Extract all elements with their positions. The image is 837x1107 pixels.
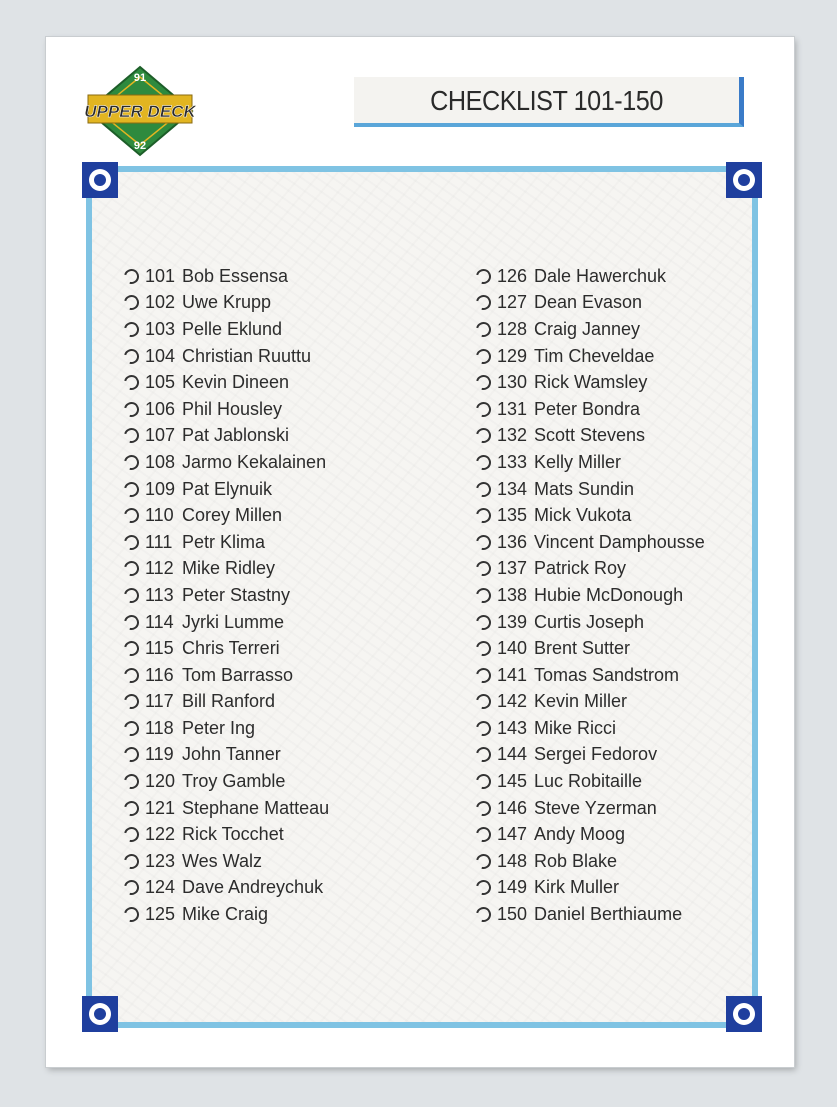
player-name: Mike Ricci [534, 717, 617, 738]
card-number: 136 [497, 531, 528, 552]
card-number: 123 [145, 850, 176, 871]
checkbox-circle-icon[interactable] [473, 346, 493, 366]
checklist-item [124, 423, 329, 450]
player-name: Andy Moog [534, 824, 626, 845]
card-number: 119 [145, 744, 174, 765]
card-number: 117 [145, 691, 174, 712]
checklist-item [476, 795, 705, 822]
card-number: 105 [145, 372, 176, 393]
player-name: Phil Housley [182, 398, 283, 419]
player-name: Dave Andreychuk [182, 877, 324, 898]
checkbox-circle-icon[interactable] [473, 878, 493, 898]
player-name: Petr Klima [182, 531, 266, 552]
card-number: 138 [497, 584, 528, 605]
checklist-item [124, 449, 329, 476]
player-name: Kirk Muller [534, 877, 620, 898]
checklist-item [476, 316, 705, 343]
checkbox-circle-icon[interactable] [473, 559, 493, 579]
checklist-item [476, 369, 705, 396]
checkbox-circle-icon[interactable] [121, 505, 141, 525]
player-name: Corey Millen [182, 505, 283, 526]
player-name: Vincent Damphousse [534, 531, 705, 552]
logo-year-bottom: 92 [133, 140, 147, 152]
player-name: Kelly Miller [534, 451, 622, 472]
checkbox-circle-icon[interactable] [121, 665, 141, 685]
checklist-item [476, 290, 705, 317]
checklist-item [476, 556, 705, 583]
checklist-column-left [124, 263, 329, 928]
checklist-item [124, 768, 329, 795]
checkbox-circle-icon[interactable] [121, 372, 141, 392]
player-name: Mick Vukota [534, 505, 632, 526]
card-number: 143 [497, 717, 528, 738]
card-number: 135 [497, 505, 528, 526]
trading-card [46, 37, 794, 1067]
checklist-item [124, 343, 329, 370]
checklist-item [476, 635, 705, 662]
card-number: 147 [497, 824, 528, 845]
checkbox-circle-icon[interactable] [473, 798, 493, 818]
title-banner [354, 77, 744, 127]
player-name: Dean Evason [534, 292, 643, 313]
player-name: Wes Walz [182, 850, 263, 871]
card-number: 141 [497, 664, 528, 685]
player-name: Kevin Miller [534, 691, 628, 712]
checkbox-circle-icon[interactable] [121, 426, 141, 446]
player-name: Uwe Krupp [182, 292, 272, 313]
checkbox-circle-icon[interactable] [121, 612, 141, 632]
card-number: 116 [145, 664, 174, 685]
checklist-item [476, 689, 705, 716]
checklist-item [476, 875, 705, 902]
card-number: 131 [497, 398, 528, 419]
card-number: 130 [497, 372, 528, 393]
player-name: Peter Stastny [182, 584, 291, 605]
checkbox-circle-icon[interactable] [473, 532, 493, 552]
card-number: 145 [497, 771, 528, 792]
checkbox-circle-icon[interactable] [121, 878, 141, 898]
checkbox-circle-icon[interactable] [121, 692, 141, 712]
card-number: 148 [497, 850, 528, 871]
checklist-item [476, 848, 705, 875]
logo-year-top: 91 [133, 72, 147, 84]
checkbox-circle-icon[interactable] [121, 399, 141, 419]
card-number: 121 [145, 797, 176, 818]
checkbox-circle-icon[interactable] [473, 293, 493, 313]
card-number: 140 [497, 638, 528, 659]
checkbox-circle-icon[interactable] [121, 638, 141, 658]
player-name: Troy Gamble [182, 771, 286, 792]
checklist-item [476, 582, 705, 609]
card-number: 107 [145, 425, 176, 446]
checklist-item [124, 715, 329, 742]
checkbox-circle-icon[interactable] [473, 399, 493, 419]
checklist-item [124, 476, 329, 503]
checklist-item [476, 423, 705, 450]
card-number: 132 [497, 425, 528, 446]
checkbox-circle-icon[interactable] [121, 851, 141, 871]
checkbox-circle-icon[interactable] [121, 532, 141, 552]
card-number: 127 [497, 292, 528, 313]
checkbox-circle-icon[interactable] [121, 346, 141, 366]
player-name: Mike Ridley [182, 558, 276, 579]
checklist-item [124, 396, 329, 423]
checkbox-circle-icon[interactable] [121, 559, 141, 579]
card-number: 110 [145, 505, 174, 526]
player-name: Pat Jablonski [182, 425, 290, 446]
player-name: Brent Sutter [534, 638, 631, 659]
card-number: 133 [497, 451, 528, 472]
checklist-item [476, 529, 705, 556]
player-name: Kevin Dineen [182, 372, 290, 393]
player-name: Sergei Fedorov [534, 744, 658, 765]
checklist-item [124, 901, 329, 928]
checkbox-circle-icon[interactable] [473, 452, 493, 472]
checklist-item [124, 316, 329, 343]
player-name: Jyrki Lumme [182, 611, 285, 632]
checklist-item [476, 343, 705, 370]
checklist-item [476, 742, 705, 769]
card-number: 101 [145, 265, 176, 286]
player-name: Rick Tocchet [182, 824, 284, 845]
card-number: 103 [145, 318, 176, 339]
checkbox-circle-icon[interactable] [121, 798, 141, 818]
checklist-item [124, 290, 329, 317]
checklist-item [476, 715, 705, 742]
player-name: Craig Janney [534, 318, 641, 339]
checklist-item [124, 635, 329, 662]
checkbox-circle-icon[interactable] [473, 505, 493, 525]
checkbox-circle-icon[interactable] [473, 372, 493, 392]
card-number: 111 [145, 531, 173, 552]
card-number: 150 [497, 904, 528, 925]
player-name: Peter Bondra [534, 398, 641, 419]
checkbox-circle-icon[interactable] [473, 825, 493, 845]
checkbox-circle-icon[interactable] [121, 293, 141, 313]
card-number: 134 [497, 478, 528, 499]
card-number: 129 [497, 345, 528, 366]
player-name: Daniel Berthiaume [534, 904, 683, 925]
player-name: Dale Hawerchuk [534, 265, 667, 286]
checklist-item [124, 742, 329, 769]
checkbox-circle-icon[interactable] [121, 266, 141, 286]
player-name: Hubie McDonough [534, 584, 684, 605]
checklist-item [476, 821, 705, 848]
checkbox-circle-icon[interactable] [473, 692, 493, 712]
player-name: Steve Yzerman [534, 797, 657, 818]
checkbox-circle-icon[interactable] [121, 585, 141, 605]
player-name: Tomas Sandstrom [534, 664, 680, 685]
card-number: 126 [497, 265, 528, 286]
checklist-item [124, 263, 329, 290]
checklist-item [124, 582, 329, 609]
checkbox-circle-icon[interactable] [121, 825, 141, 845]
card-number: 109 [145, 478, 176, 499]
checklist-item [124, 795, 329, 822]
card-number: 108 [145, 451, 176, 472]
checkbox-circle-icon[interactable] [121, 452, 141, 472]
player-name: Rick Wamsley [534, 372, 648, 393]
player-name: Patrick Roy [534, 558, 627, 579]
checkbox-circle-icon[interactable] [121, 745, 141, 765]
checkbox-circle-icon[interactable] [121, 319, 141, 339]
checklist-item [124, 369, 329, 396]
checkbox-circle-icon[interactable] [121, 771, 141, 791]
player-name: Scott Stevens [534, 425, 646, 446]
checklist-item [476, 768, 705, 795]
player-name: Tom Barrasso [182, 664, 294, 685]
card-number: 122 [145, 824, 176, 845]
checklist-item [476, 396, 705, 423]
corner-ornament-icon [726, 996, 762, 1032]
corner-ornament-icon [82, 996, 118, 1032]
checkbox-circle-icon[interactable] [473, 638, 493, 658]
checklist-item [124, 502, 329, 529]
card-number: 125 [145, 904, 176, 925]
checklist-item [124, 875, 329, 902]
card-number: 106 [145, 398, 176, 419]
player-name: Christian Ruuttu [182, 345, 312, 366]
checkbox-circle-icon[interactable] [473, 585, 493, 605]
player-name: Tim Cheveldae [534, 345, 655, 366]
card-number: 142 [497, 691, 528, 712]
checkbox-circle-icon[interactable] [473, 426, 493, 446]
checkbox-circle-icon[interactable] [473, 745, 493, 765]
player-name: Curtis Joseph [534, 611, 645, 632]
checkbox-circle-icon[interactable] [121, 479, 141, 499]
card-number: 120 [145, 771, 176, 792]
checklist-item [476, 502, 705, 529]
checkbox-circle-icon[interactable] [473, 319, 493, 339]
card-number: 114 [145, 611, 174, 632]
card-number: 137 [497, 558, 528, 579]
corner-ornament-icon [82, 162, 118, 198]
checklist-item [124, 689, 329, 716]
player-name: Peter Ing [182, 717, 256, 738]
checklist-item [124, 821, 329, 848]
checklist-item [476, 263, 705, 290]
checklist-item [124, 556, 329, 583]
card-number: 104 [145, 345, 176, 366]
checklist-item [476, 662, 705, 689]
checkbox-circle-icon[interactable] [473, 612, 493, 632]
checkbox-circle-icon[interactable] [121, 904, 141, 924]
checkbox-circle-icon[interactable] [473, 718, 493, 738]
checkbox-circle-icon[interactable] [473, 266, 493, 286]
corner-ornament-icon [726, 162, 762, 198]
checklist-item [124, 529, 329, 556]
card-number: 102 [145, 292, 176, 313]
checklist-item [124, 609, 329, 636]
card-number: 128 [497, 318, 528, 339]
player-name: Bill Ranford [182, 691, 276, 712]
player-name: Stephane Matteau [182, 797, 330, 818]
card-number: 124 [145, 877, 176, 898]
player-name: Luc Robitaille [534, 771, 643, 792]
checkbox-circle-icon[interactable] [473, 479, 493, 499]
card-number: 144 [497, 744, 528, 765]
page-title: CHECKLIST 101-150 [430, 85, 663, 116]
player-name: Bob Essensa [182, 265, 289, 286]
checkbox-circle-icon[interactable] [121, 718, 141, 738]
card-number: 118 [145, 717, 174, 738]
player-name: Mike Craig [182, 904, 269, 925]
checklist-item [476, 901, 705, 928]
card-number: 113 [145, 584, 174, 605]
card-number: 146 [497, 797, 528, 818]
player-name: Pelle Eklund [182, 318, 283, 339]
checkbox-circle-icon[interactable] [473, 904, 493, 924]
checklist-column-right [476, 263, 705, 928]
checklist-item [476, 449, 705, 476]
player-name: Mats Sundin [534, 478, 635, 499]
player-name: Chris Terreri [182, 638, 280, 659]
checklist-frame [86, 166, 758, 1028]
card-number: 112 [145, 558, 174, 579]
checklist-item [476, 476, 705, 503]
checkbox-circle-icon[interactable] [473, 665, 493, 685]
checkbox-circle-icon[interactable] [473, 771, 493, 791]
logo-wordmark: UPPER DECK [84, 102, 196, 121]
checklist-item [124, 848, 329, 875]
card-number: 115 [145, 638, 174, 659]
checklist-item [124, 662, 329, 689]
player-name: Jarmo Kekalainen [182, 451, 327, 472]
player-name: Rob Blake [534, 850, 618, 871]
card-number: 139 [497, 611, 528, 632]
checklist-item [476, 609, 705, 636]
card-number: 149 [497, 877, 528, 898]
checkbox-circle-icon[interactable] [473, 851, 493, 871]
player-name: John Tanner [182, 744, 281, 765]
player-name: Pat Elynuik [182, 478, 273, 499]
upper-deck-logo [84, 65, 196, 157]
